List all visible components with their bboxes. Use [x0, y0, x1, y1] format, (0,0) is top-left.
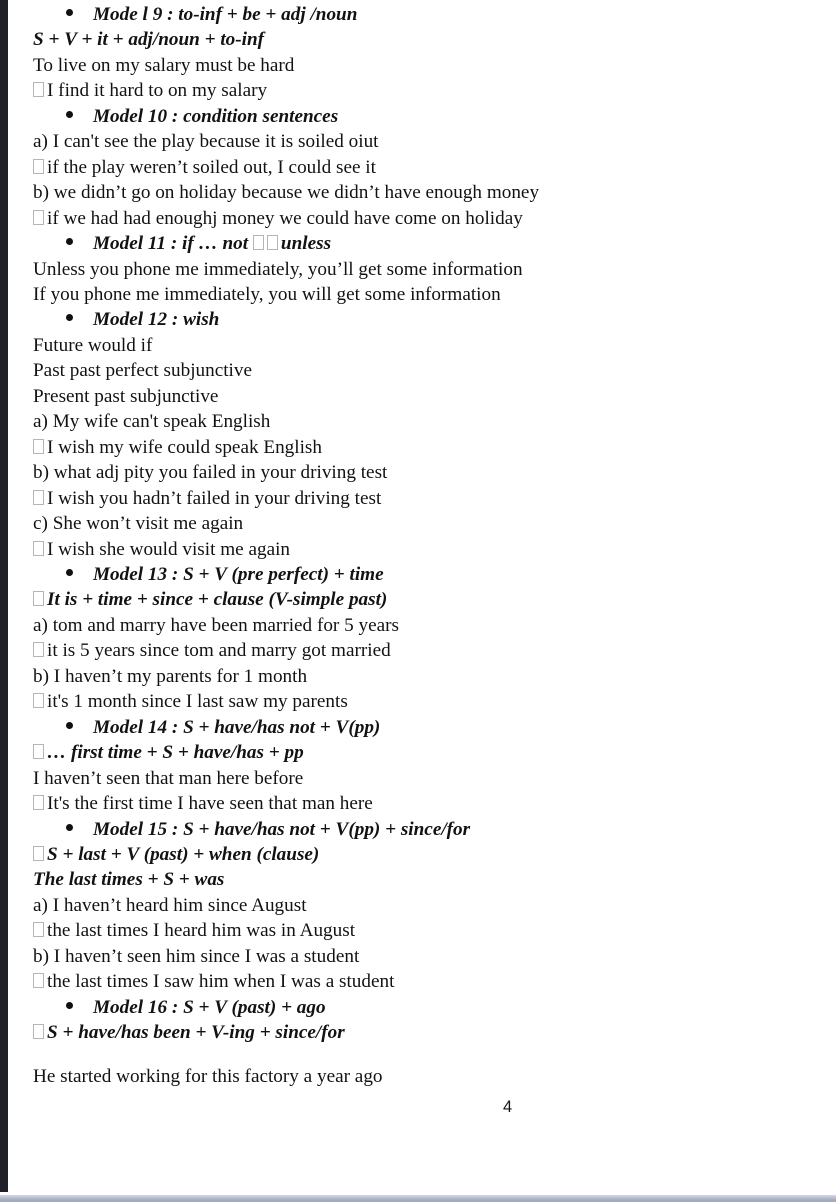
heading-text: Model 16 : S + V (past) + ago — [93, 996, 326, 1018]
text-line: b) I haven’t my parents for 1 month — [33, 665, 308, 687]
bullet-icon — [66, 1002, 73, 1009]
document-lines — [33, 2, 828, 1089]
missing-glyph-box-icon — [33, 210, 44, 225]
text-line: b) we didn’t go on holiday because we didn’t have enough money — [33, 182, 540, 204]
text-line: S + V + it + adj/noun + to-inf — [33, 29, 265, 51]
model-heading-line — [33, 307, 828, 332]
model-heading-line — [33, 562, 828, 587]
model-heading-line — [33, 817, 828, 842]
text-line: If you phone me immediately, you will get some information — [33, 283, 501, 305]
heading-text: Model 11 : if … not unless — [93, 233, 332, 255]
missing-glyph-box-icon — [33, 795, 44, 810]
missing-glyph-box-icon — [33, 642, 44, 657]
text-line: b) I haven’t seen him since I was a student — [33, 945, 360, 967]
missing-glyph-box-icon — [33, 922, 44, 937]
text-line: He started working for this factory a year ago — [33, 1065, 383, 1087]
bottom-window-bar — [0, 1195, 836, 1202]
missing-glyph-box-icon — [253, 235, 264, 250]
missing-glyph-box-icon — [33, 1024, 44, 1039]
scan-edge-strip — [0, 0, 8, 1192]
text-line: I wish she would visit me again — [33, 537, 828, 562]
text-line: I find it hard to on my salary — [33, 78, 828, 103]
model-heading-line — [33, 715, 828, 740]
bullet-icon — [66, 238, 73, 245]
bullet-icon — [66, 569, 73, 576]
spacer-line — [33, 1046, 828, 1064]
bullet-icon — [66, 314, 73, 321]
text-line: It's the first time I have seen that man here — [33, 791, 828, 816]
text-line: Unless you phone me immediately, you’ll get some information — [33, 258, 523, 280]
text-line: if the play weren’t soiled out, I could see it — [33, 155, 828, 180]
text-line: To live on my salary must be hard — [33, 54, 295, 76]
text-line: the last times I heard him was in August — [33, 918, 828, 943]
text-line: Present past subjunctive — [33, 385, 219, 407]
heading-text: Mode l 9 : to-inf + be + adj /noun — [93, 4, 358, 25]
missing-glyph-box-icon — [33, 591, 44, 606]
missing-glyph-box-icon — [33, 82, 44, 97]
model-heading-line — [33, 995, 828, 1020]
text-line: a) I can't see the play because it is soiled oiut — [33, 131, 379, 153]
missing-glyph-box-icon — [267, 235, 278, 250]
missing-glyph-box-icon — [33, 973, 44, 988]
missing-glyph-box-icon — [33, 693, 44, 708]
model-heading-line — [33, 104, 828, 129]
text-line: c) She won’t visit me again — [33, 513, 244, 535]
missing-glyph-box-icon — [33, 159, 44, 174]
bullet-icon — [66, 824, 73, 831]
bullet-icon — [66, 111, 73, 118]
text-line: I wish you hadn’t failed in your driving test — [33, 486, 828, 511]
text-line: S + last + V (past) + when (clause) — [33, 842, 828, 867]
text-line: It is + time + since + clause (V-simple past) — [33, 587, 828, 612]
text-line: if we had had enoughj money we could have come on holiday — [33, 206, 828, 231]
text-line: b) what adj pity you failed in your driving test — [33, 462, 388, 484]
text-line: I wish my wife could speak English — [33, 435, 828, 460]
page-number: 4 — [503, 1098, 513, 1116]
missing-glyph-box-icon — [33, 744, 44, 759]
text-line: … first time + S + have/has + pp — [33, 740, 828, 765]
text-line: S + have/has been + V-ing + since/for — [33, 1020, 828, 1045]
text-line: Past past perfect subjunctive — [33, 360, 252, 382]
text-line: I haven’t seen that man here before — [33, 767, 304, 789]
heading-text: Model 13 : S + V (pre perfect) + time — [93, 563, 384, 585]
text-line: a) My wife can't speak English — [33, 411, 271, 433]
bullet-icon — [66, 722, 73, 729]
text-line: Future would if — [33, 334, 153, 356]
text-line: the last times I saw him when I was a student — [33, 969, 828, 994]
text-line: a) I haven’t heard him since August — [33, 894, 307, 916]
model-heading-line — [33, 231, 828, 256]
text-line: it is 5 years since tom and marry got married — [33, 638, 828, 663]
heading-text: Model 14 : S + have/has not + V(pp) — [93, 716, 381, 738]
missing-glyph-box-icon — [33, 490, 44, 505]
text-line: a) tom and marry have been married for 5 years — [33, 614, 399, 636]
missing-glyph-box-icon — [33, 541, 44, 556]
text-line: it's 1 month since I last saw my parents — [33, 689, 828, 714]
missing-glyph-box-icon — [33, 846, 44, 861]
heading-text: Model 12 : wish — [93, 309, 220, 331]
missing-glyph-box-icon — [33, 439, 44, 454]
heading-text: Model 15 : S + have/has not + V(pp) + since/for — [93, 818, 471, 840]
bullet-icon — [66, 9, 73, 16]
heading-text: Model 10 : condition sentences — [93, 105, 339, 127]
model-heading-line — [33, 2, 828, 27]
text-line: The last times + S + was — [33, 869, 225, 891]
